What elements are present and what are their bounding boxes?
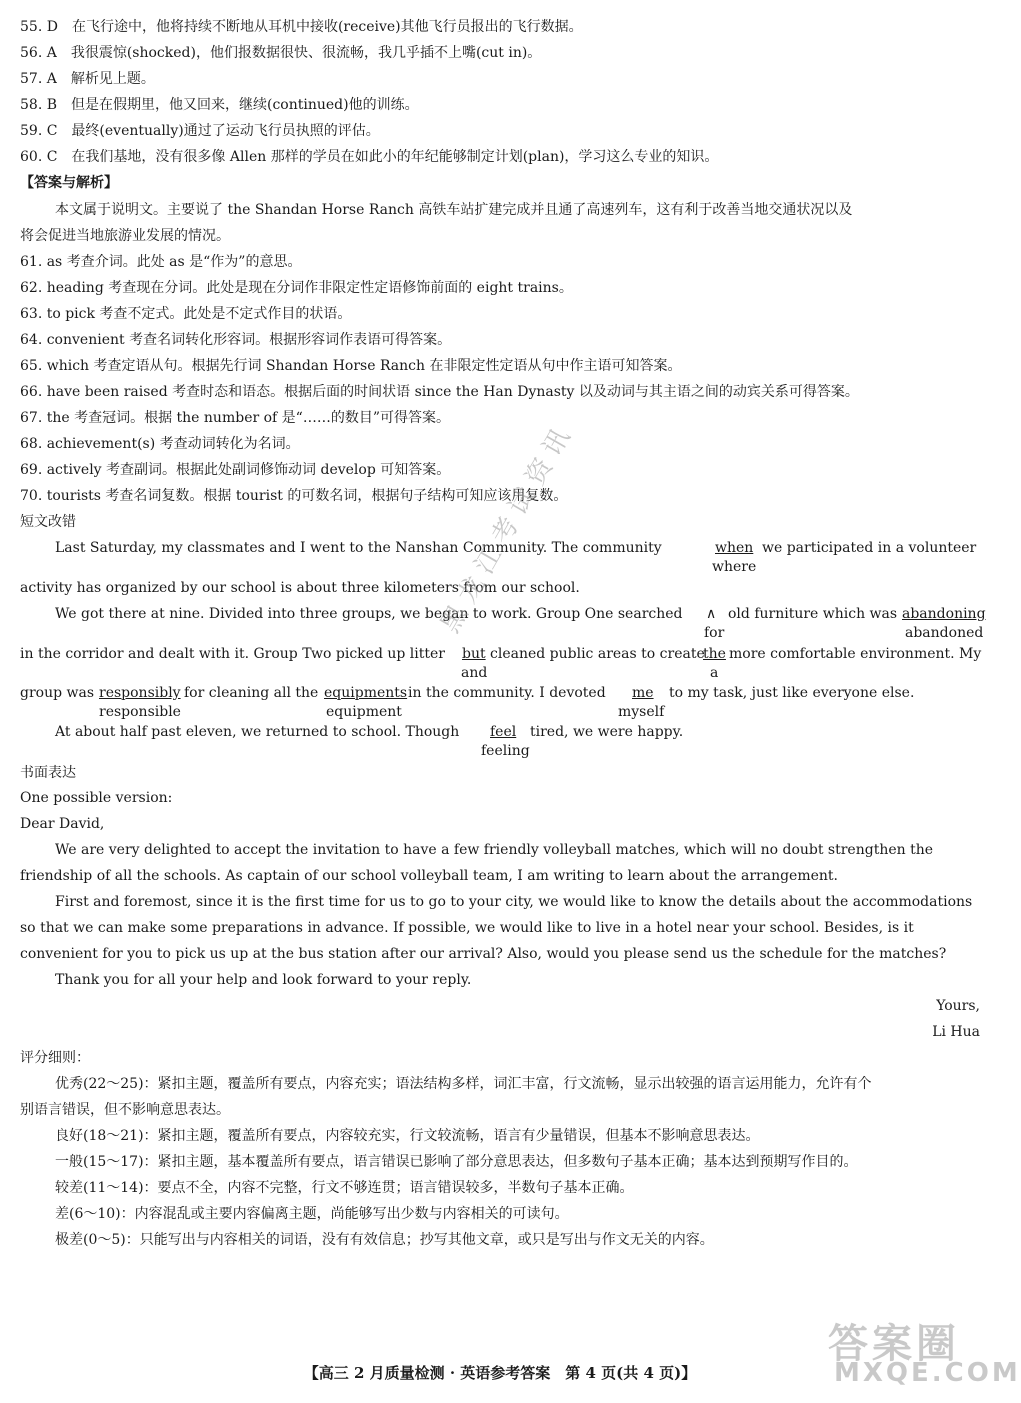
grammar-answer-69: 69. actively 考查副词。根据此处副词修饰动词 develop 可知答案。 [20, 462, 451, 478]
correction-fix: and [461, 665, 488, 681]
grammar-answer-70: 70. tourists 考查名词复数。根据 tourist 的可数名词，根据句子结构可知应该用复数。 [20, 488, 568, 504]
error-word: the [703, 646, 726, 662]
answer-line-55: 55. D 在飞行途中，他将持续不断地从耳机中接收(receive)其他飞行员报出的飞行数据。 [20, 19, 583, 35]
correction-text: tired, we were happy. [530, 724, 684, 740]
logo-mark: 答案圈 [828, 1321, 960, 1367]
error-word: feel [490, 724, 517, 740]
correction-text: old furniture which was [728, 606, 898, 622]
scoring-line: 较差(11～14)：要点不全，内容不完整，行文不够连贯；语言错误较多，半数句子基本正确。 [55, 1180, 634, 1196]
correction-text: to my task, just like everyone else. [669, 685, 915, 701]
correction-text: for cleaning all the [184, 685, 319, 701]
correction-fix: for [704, 625, 725, 641]
intro-line-1: 本文属于说明文。主要说了 the Shandan Horse Ranch 高铁车站扩建完成并且通了高速列车，这有利于改善当地交通状况以及 [55, 202, 853, 218]
correction-fix: myself [618, 704, 665, 720]
grammar-answer-62: 62. heading 考查现在分词。此处是现在分词作非限定性定语修饰前面的 eight trains。 [20, 280, 573, 296]
intro-line-2: 将会促进当地旅游业发展的情况。 [20, 228, 230, 244]
site-logo [828, 1312, 1021, 1392]
correction-fix: abandoned [905, 625, 984, 641]
error-word: when [715, 540, 754, 556]
grammar-answer-68: 68. achievement(s) 考查动词转化为名词。 [20, 436, 300, 452]
writing-version: One possible version: [20, 790, 173, 806]
correction-fix: a [710, 665, 719, 681]
answer-line-60: 60. C 在我们基地，没有很多像 Allen 那样的学员在如此小的年纪能够制定计划(plan)，学习这么专业的知识。 [20, 149, 719, 165]
scoring-title: 评分细则： [20, 1050, 90, 1066]
correction-text: in the community. I devoted [408, 685, 606, 701]
answer-line-56: 56. A 我很震惊(shocked)，他们报数据很快、很流畅，我几乎插不上嘴(cut in)。 [20, 45, 542, 61]
error-word: me [632, 685, 654, 701]
scoring-line: 优秀(22～25)：紧扣主题，覆盖所有要点，内容充实；语法结构多样，词汇丰富，行文流畅，显示出较强的语言运用能力，允许有个 [55, 1076, 872, 1092]
error-word: but [462, 646, 486, 662]
correction-fix: responsible [99, 704, 181, 720]
grammar-answer-66: 66. have been raised 考查时态和语态。根据后面的时间状语 since the Han Dynasty 以及动词与其主语之间的动宾关系可得答案。 [20, 384, 859, 400]
correction-text: in the corridor and dealt with it. Group Two picked up litter [20, 646, 445, 662]
answer-line-59: 59. C 最终(eventually)通过了运动飞行员执照的评估。 [20, 123, 380, 139]
letter-greeting: Dear David, [20, 816, 105, 832]
letter-line: friendship of all the schools. As captain of our school volleyball team, I am writing to learn about the arrangement. [20, 868, 838, 884]
grammar-answer-64: 64. convenient 考查名词转化形容词。根据形容词作表语可得答案。 [20, 332, 452, 348]
letter-signature: Li Hua [932, 1024, 980, 1040]
error-word: equipments [324, 685, 408, 701]
grammar-answer-67: 67. the 考查冠词。根据 the number of 是“……的数目”可得答案。 [20, 410, 450, 426]
letter-closing: Yours, [936, 998, 980, 1014]
correction-fix: where [712, 559, 757, 575]
correction-title: 短文改错 [20, 514, 76, 530]
correction-text: Last Saturday, my classmates and I went to the Nanshan Community. The community [55, 540, 662, 556]
correction-text: activity has organized by our school is about three kilometers from our school. [20, 580, 580, 596]
grammar-answer-61: 61. as 考查介词。此处 as 是“作为”的意思。 [20, 254, 302, 270]
correction-fix: equipment [326, 704, 402, 720]
correction-text: We got there at nine. Divided into three groups, we began to work. Group One searched [55, 606, 683, 622]
page-footer: 【高三 2 月质量检测 · 英语参考答案 第 4 页(共 4 页)】 [303, 1364, 697, 1382]
correction-text: group was [20, 685, 95, 701]
letter-line: convenient for you to pick us up at the bus station after our arrival? Also, would you please send us the schedule for the matches? [20, 946, 947, 962]
correction-text: we participated in a volunteer [762, 540, 977, 556]
watermark-text: 黑龙江考试资讯 [435, 416, 581, 638]
correction-text: At about half past eleven, we returned to school. Though [55, 724, 460, 740]
letter-line: We are very delighted to accept the invitation to have a few friendly volleyball matches, which will no doubt strengthen the [55, 842, 934, 858]
answer-line-57: 57. A 解析见上题。 [20, 71, 155, 87]
logo-url: MXQE.COM [834, 1358, 1021, 1388]
correction-text: cleaned public areas to create [490, 646, 705, 662]
letter-line: so that we can make some preparations in advance. If possible, we would like to live in a hotel near your school. Besides, is it [20, 920, 914, 936]
error-word: responsibly [99, 685, 181, 701]
insert-mark: ∧ [706, 606, 717, 622]
letter-line: First and foremost, since it is the first time for us to go to your city, we would like to know the details about the accommodations [55, 894, 973, 910]
scoring-line: 差(6～10)：内容混乱或主要内容偏离主题，尚能够写出少数与内容相关的可读句。 [55, 1206, 569, 1222]
letter-line: Thank you for all your help and look forward to your reply. [55, 972, 472, 988]
scoring-line: 别语言错误，但不影响意思表达。 [20, 1102, 230, 1118]
error-word: abandoning [902, 606, 986, 622]
scoring-line: 良好(18～21)：紧扣主题，覆盖所有要点，内容较充实，行文较流畅，语言有少量错误，但基本不影响意思表达。 [55, 1128, 760, 1144]
scoring-line: 极差(0～5)：只能写出与内容相关的词语，没有有效信息；抄写其他文章，或只是写出与作文无关的内容。 [55, 1232, 714, 1248]
section-heading: 【答案与解析】 [20, 175, 118, 191]
writing-title: 书面表达 [20, 765, 76, 781]
scoring-line: 一般(15～17)：紧扣主题，基本覆盖所有要点，语言错误已影响了部分意思表达，但多数句子基本正确；基本达到预期写作目的。 [55, 1154, 858, 1170]
grammar-answer-63: 63. to pick 考查不定式。此处是不定式作目的状语。 [20, 306, 352, 322]
grammar-answer-65: 65. which 考查定语从句。根据先行词 Shandan Horse Ranch 在非限定性定语从句中作主语可知答案。 [20, 358, 682, 374]
correction-text: more comfortable environment. My [729, 646, 982, 662]
correction-fix: feeling [481, 743, 530, 759]
answer-line-58: 58. B 但是在假期里，他又回来，继续(continued)他的训练。 [20, 97, 419, 113]
